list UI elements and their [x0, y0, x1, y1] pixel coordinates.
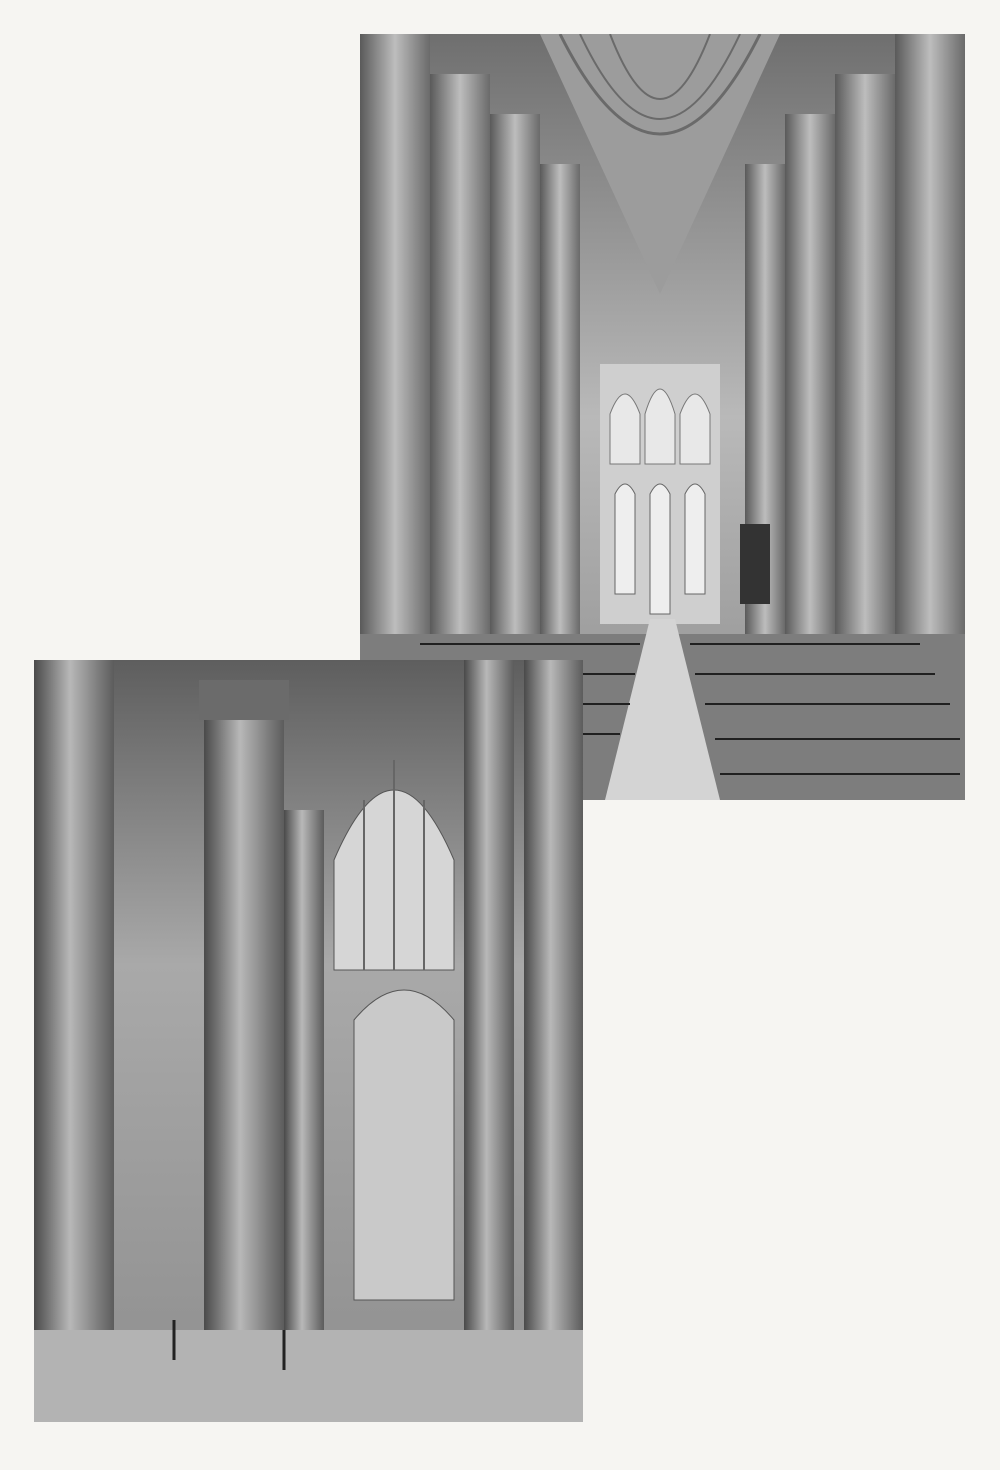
cathedral-ambulatory-photo	[34, 660, 583, 1422]
